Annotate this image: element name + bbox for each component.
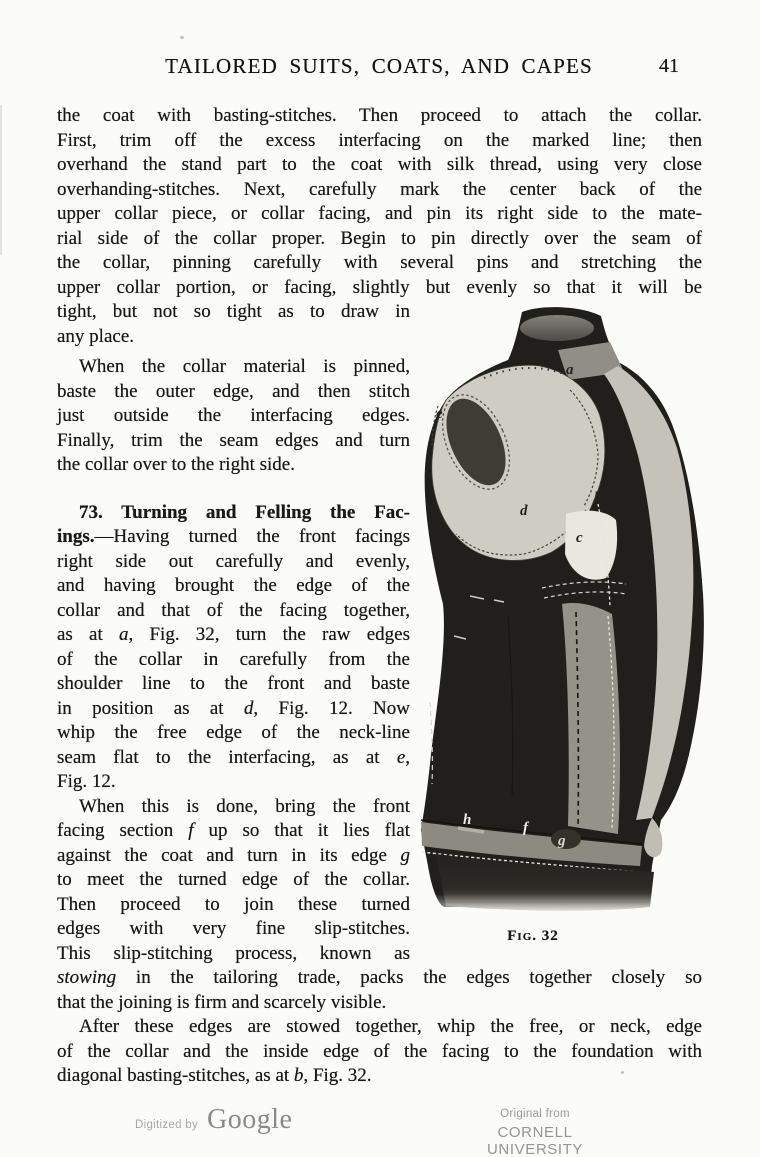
text-segment: against the coat and turn in its edge [57,844,401,866]
text-line [57,1015,702,1040]
text-segment: the collar over to the right side. [57,454,295,475]
text-segment: in position as at [57,697,244,719]
running-title: TAILORED SUITS, COATS, AND CAPES [165,54,593,78]
text-segment: as at [57,624,119,645]
text-segment: rial side of the collar proper. Begin to pin directly over the seam of [57,227,702,249]
text-line [57,525,410,550]
text-line [57,770,410,795]
original-from-label: Original from [500,1108,570,1120]
text-segment: ings. [57,526,95,547]
text-segment: overhand the stand part to the coat with silk thread, using very close [57,154,702,175]
digitized-by-label: Digitized by [135,1119,199,1131]
text-line [57,819,410,844]
text-segment: , Fig. 12. Now [253,697,410,719]
text-segment: g [400,844,410,866]
text-line [57,746,410,771]
text-line [57,300,410,325]
text-segment: any place. [57,325,135,347]
text-segment: up so that it lies flat [193,820,410,841]
text-segment: of the collar in carefully from the [57,648,410,670]
dress-form-neck [520,315,594,341]
text-segment: Then proceed to join these turned [57,893,410,915]
text-line [57,251,702,276]
text-segment: of the collar and the inside edge of the facing to the foundation with [57,1040,702,1062]
text-segment: a [119,624,129,645]
text-line [57,355,410,380]
text-segment: shoulder line to the front and baste [57,673,410,694]
footer-provenance [455,1108,615,1157]
text-line [57,917,410,942]
text-line [57,550,410,575]
text-line [57,868,410,893]
figure-label-e: e [436,406,443,422]
text-segment: upper collar piece, or collar facing, and pin its right side to the mate- [57,203,702,224]
scan-artifact [621,1071,624,1074]
text-line [57,380,410,405]
hem-dark-pocket [551,829,581,849]
text-line [57,648,410,673]
text-segment: that the joining is firm and scarcely visible. [57,991,387,1013]
text-line [57,623,410,648]
text-segment: 73. [79,501,122,523]
text-line [57,1064,702,1089]
figure-label-c: c [576,530,583,546]
text-line [57,795,410,820]
front-facing-panel [562,603,620,834]
text-segment: When the collar material is pinned, [79,356,410,377]
google-logo: Google [207,1104,293,1135]
text-line [57,893,410,918]
text-line [57,429,410,454]
text-line [57,404,410,429]
text-segment: overhanding-stitches. Next, carefully mark the center back of the [57,178,702,200]
text-segment: First, trim off the excess interfacing on the marked line; then [57,129,702,151]
text-segment: and having brought the edge of the [57,575,410,596]
page-header [57,54,701,80]
text-segment: facing section [57,820,189,841]
text-segment: e [396,746,406,768]
figure-caption: Fig. 32 [507,928,559,944]
text-line [57,202,702,227]
figure-label-h: h [463,812,472,828]
text-segment: to meet the turned edge of the collar. [57,869,410,890]
text-line [57,129,702,154]
text-segment: collar and that of the facing together, [57,599,410,621]
text-line [57,227,702,252]
text-line [57,697,410,722]
text-segment: Finally, trim the seam edges and turn [57,429,410,451]
text-line [57,178,702,203]
footer-digitized [135,1104,292,1136]
text-line [57,325,410,350]
text-line [57,104,702,129]
text-segment: baste the outer edge, and then stitch [57,380,410,402]
figure-label-a: a [566,362,574,378]
text-segment: upper collar portion, or facing, slightly but evenly so that it will be [57,276,702,298]
figure-32-illustration [418,306,712,920]
institution-label: CORNELL UNIVERSITY [486,1124,583,1157]
text-segment: Fig. 12. [57,771,116,792]
text-segment: , Fig. 32. [303,1065,372,1086]
text-line [57,453,410,478]
text-line [57,721,410,746]
text-segment: b [293,1065,304,1086]
bottom-fade [418,894,712,920]
text-segment: d [243,697,254,719]
text-segment: Turning and Felling the Fac- [121,501,410,523]
figure-label-g: g [558,833,566,849]
scan-artifact [180,36,184,39]
text-segment: f [188,820,194,841]
text-segment: When this is done, bring the front [79,795,410,817]
scan-artifact [0,105,2,255]
text-segment: , [405,746,410,768]
figure-label-f: f [523,820,528,836]
text-segment: right side out carefully and evenly, [57,550,410,572]
text-segment: , Fig. 32, turn the raw edges [128,624,411,645]
text-line [57,966,702,991]
figure-label-d: d [520,503,528,519]
text-segment: After these edges are stowed together, whip the free, or neck, edge [79,1016,702,1037]
text-line [57,672,410,697]
text-line [57,991,702,1016]
text-segment: seam flat to the interfacing, as at [57,746,397,768]
text-segment: diagonal basting-stitches, as at [57,1065,294,1086]
page-number: 41 [659,55,679,77]
text-line [57,276,702,301]
text-segment: whip the free edge of the neck-line [57,722,410,743]
text-segment: the collar, pinning carefully with several pins and stretching the [57,252,702,273]
text-line [57,153,702,178]
text-line [57,844,410,869]
text-segment: —Having turned the front facings [94,526,410,547]
text-segment: just outside the interfacing edges. [57,405,410,426]
text-line [57,942,410,967]
text-line [57,501,410,526]
figure-label-b: b [594,490,602,506]
text-segment: in the tailoring trade, packs the edges together closely so [116,967,702,988]
text-segment: the coat with basting-stitches. Then proceed to attach the collar. [57,105,702,126]
text-segment: stowing [57,967,117,988]
text-segment: tight, but not so tight as to draw in [57,301,410,322]
text-segment: edges with very fine slip-stitches. [57,918,410,939]
text-line [57,574,410,599]
text-segment: This slip-stitching process, known as [57,942,410,964]
text-line [57,599,410,624]
figure-32 [418,306,712,954]
text-line [57,1040,702,1065]
